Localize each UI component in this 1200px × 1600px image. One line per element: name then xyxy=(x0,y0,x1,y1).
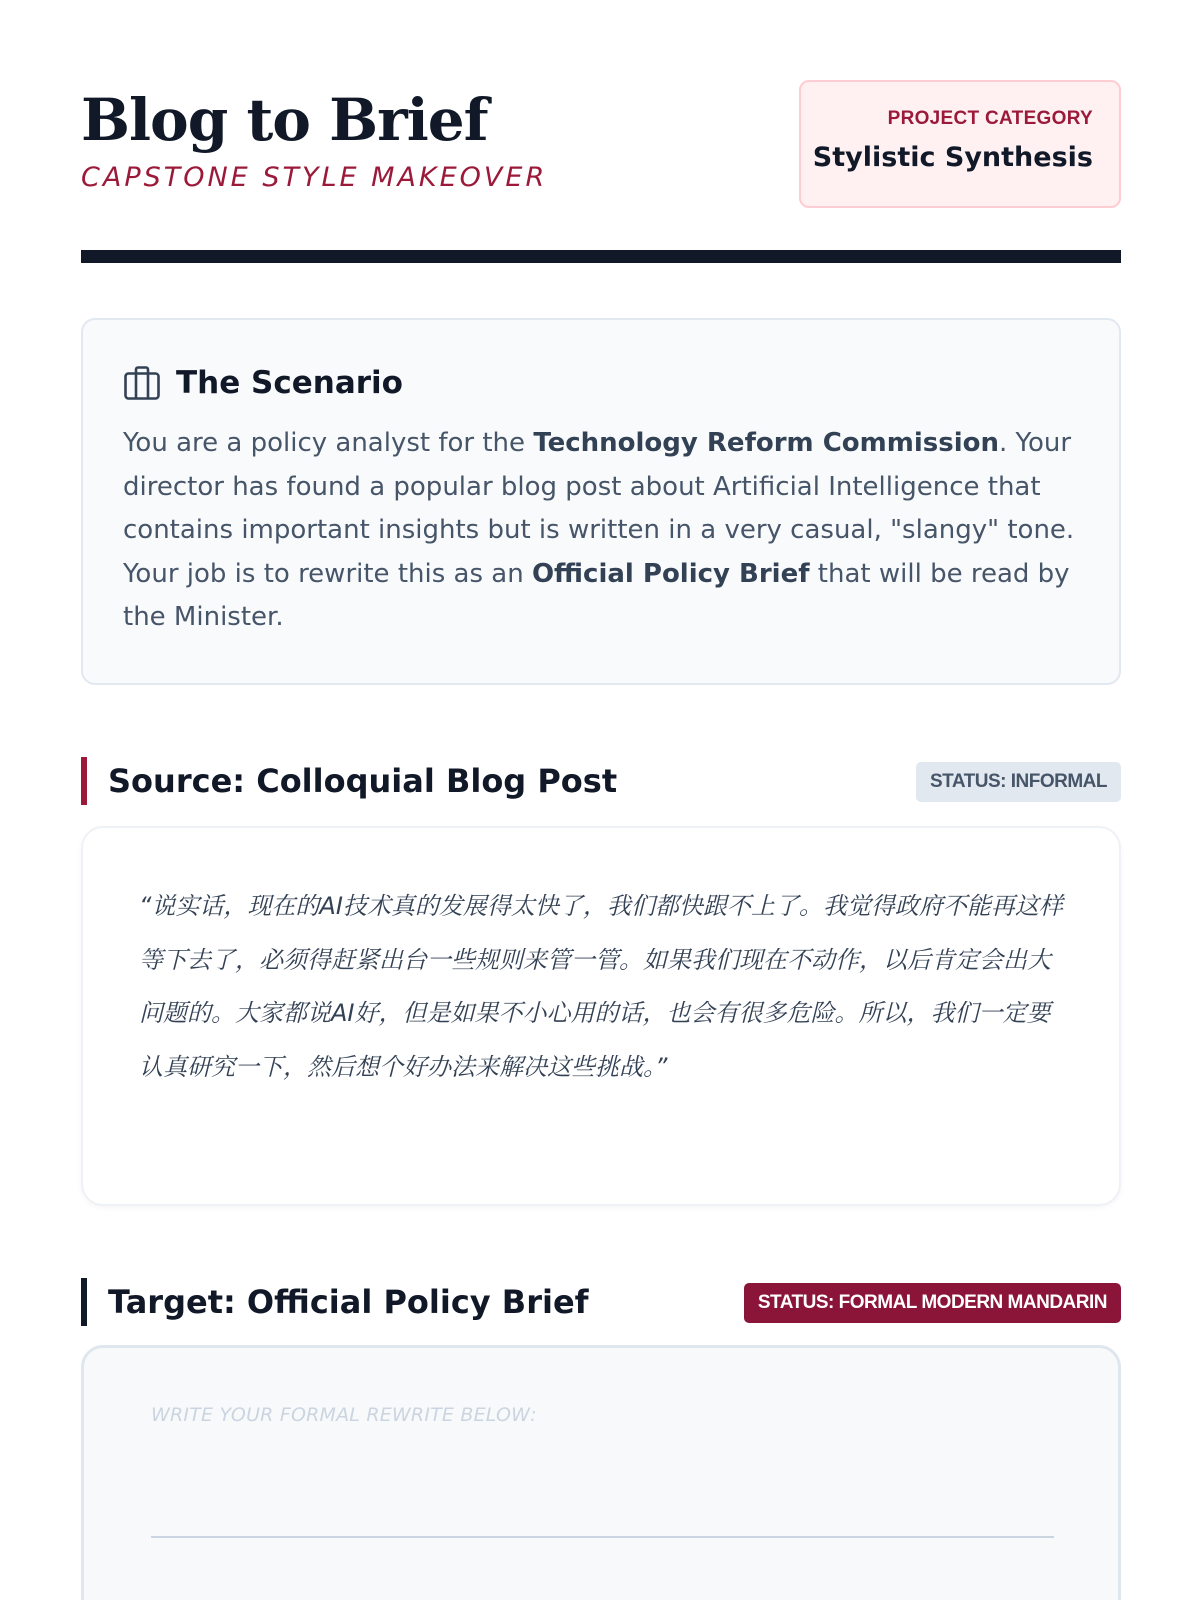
scenario-text: You are a policy analyst for the xyxy=(123,428,534,458)
target-section-header xyxy=(81,1278,1121,1326)
status-badge-informal: STATUS: INFORMAL xyxy=(916,762,1121,802)
target-accent-bar xyxy=(81,1278,87,1326)
source-quote-card xyxy=(81,826,1121,1206)
source-section-title: Source: Colloquial Blog Post xyxy=(108,762,618,800)
project-category-card xyxy=(799,80,1121,208)
category-value: Stylistic Synthesis xyxy=(812,142,1093,173)
scenario-card xyxy=(81,318,1121,685)
page-subtitle: CAPSTONE STYLE MAKEOVER xyxy=(81,162,548,193)
rewrite-area[interactable] xyxy=(81,1345,1121,1600)
source-accent-bar xyxy=(81,757,87,805)
scenario-description xyxy=(123,422,1078,640)
page-title: Blog to Brief xyxy=(81,86,488,154)
blog-quote: “说实话，现在的AI技术真的发展得太快了，我们都快跟不上了。我觉得政府不能再这样等下去了，必须得赶紧出台一些规则来管一管。如果我们现在不动作，以后肯定会出大问题的。大家都说AI好，但是如果不小心用的话，也会有很多危险。所以，我们一定要认真研究一下，然后想个好办法来解决这些挑战。” xyxy=(139,892,1063,1081)
briefcase-icon xyxy=(123,365,161,401)
source-section-header xyxy=(81,757,1121,805)
rewrite-placeholder: WRITE YOUR FORMAL REWRITE BELOW: xyxy=(151,1404,537,1426)
scenario-title: The Scenario xyxy=(176,365,403,401)
scenario-highlight: Official Policy Brief xyxy=(531,558,810,589)
status-badge-formal: STATUS: FORMAL MODERN MANDARIN xyxy=(744,1283,1121,1323)
scenario-header xyxy=(123,362,1079,404)
writing-line xyxy=(151,1536,1054,1538)
target-section-title: Target: Official Policy Brief xyxy=(108,1283,589,1321)
header-divider xyxy=(81,250,1121,263)
page-header xyxy=(81,80,1121,210)
scenario-highlight: Technology Reform Commission xyxy=(533,428,999,458)
category-label: PROJECT CATEGORY xyxy=(887,108,1093,129)
scenario-text: that will be read by the Minister. xyxy=(123,558,1070,632)
scenario-text: . Your director has found a popular blog post about Artificial Intelligence that contains important insights but is written in a very casual, "slangy" tone. Your job is to rewrite this as an xyxy=(123,428,1075,589)
